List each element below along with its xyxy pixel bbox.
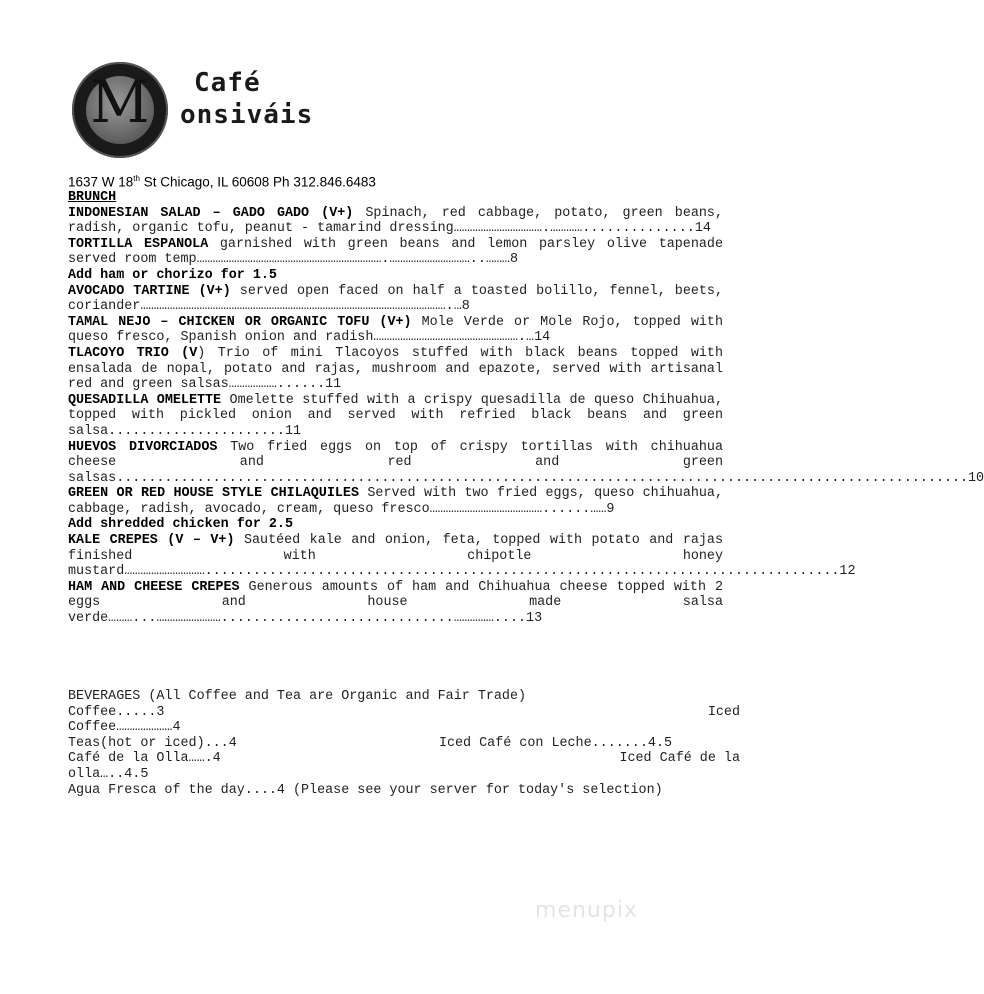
menu-item-name: INDONESIAN SALAD – GADO GADO (V+) bbox=[68, 205, 354, 221]
beverage-row: olla…..4.5 bbox=[68, 766, 149, 782]
menu-item bbox=[68, 346, 723, 393]
menu-item bbox=[68, 284, 723, 315]
beverage-row: Teas(hot or iced)...4 Iced Café con Leche.......4.5 bbox=[68, 735, 672, 751]
brunch-items bbox=[68, 205, 984, 627]
menu-item-name: Add shredded chicken for 2.5 bbox=[68, 517, 293, 533]
menu-item bbox=[68, 268, 723, 284]
menu-item-description: garnished with green beans and lemon parsley olive tapenade served room temp…………………………………………………………….…………………………..………8 bbox=[68, 236, 723, 268]
menu-item-name: GREEN OR RED HOUSE STYLE CHILAQUILES bbox=[68, 486, 359, 502]
beverage-row: Agua Fresca of the day....4 (Please see your server for today's selection) bbox=[68, 782, 663, 798]
menu-item-description: Served with two fried eggs, queso chihuahua, cabbage, radish, avocado, cream, queso fresco……………………………………......……9 bbox=[68, 486, 723, 517]
menu-item bbox=[68, 393, 723, 440]
menu-item-description: Generous amounts of ham and Chihuahua cheese topped with 2 eggs and house made salsa verde………...…………………….............................……………....13 bbox=[68, 579, 724, 627]
watermark-logo: menupix bbox=[535, 898, 638, 923]
menu-item bbox=[68, 439, 984, 487]
address-line: 1637 W 18th St Chicago, IL 60608 Ph 312.846.6483 bbox=[68, 174, 376, 190]
cafe-logo bbox=[72, 62, 392, 166]
menu-item-description: Two fried eggs on top of crispy tortillas with chihuahua cheese and red and green salsas..........................................................................................................10 bbox=[68, 439, 984, 486]
menu-item-description: Sautéed kale and onion, feta, topped with potato and rajas finished with chipotle honey mustard…………………………...............................................................................12 bbox=[68, 533, 856, 580]
menu-item-name: HAM AND CHEESE CREPES bbox=[68, 579, 240, 595]
menu-item-name: HUEVOS DIVORCIADOS bbox=[68, 439, 218, 455]
menu-item bbox=[68, 580, 723, 627]
beverage-row: Coffee…………………4 bbox=[68, 720, 181, 736]
logo-word-monsivais: onsiváis bbox=[180, 100, 314, 130]
menu-item-name: QUESADILLA OMELETTE bbox=[68, 392, 222, 408]
menu-item-description: ) Trio of mini Tlacoyos stuffed with black beans topped with ensalada de nopal, potato and rajas, mushroom and epazote, served with artisanal red and green salsas………………......11 bbox=[68, 345, 723, 393]
menu-item bbox=[68, 206, 723, 237]
logo-word-cafe: Café bbox=[194, 68, 261, 98]
menu-item bbox=[68, 533, 856, 580]
menu-item bbox=[68, 237, 723, 268]
menu-item-name: Add ham or chorizo for 1.5 bbox=[68, 267, 277, 283]
menu-item-name: KALE CREPES (V – V+) bbox=[68, 533, 235, 549]
menu-item-description: Mole Verde or Mole Rojo, topped with queso fresco, Spanish onion and radish……………………………………………….…14 bbox=[68, 314, 724, 346]
beverage-row: Café de la Olla…….4 Iced Café de la bbox=[68, 751, 740, 767]
logo-badge bbox=[72, 62, 168, 158]
brunch-heading: BRUNCH bbox=[68, 190, 117, 205]
beverage-row: Coffee.....3 Iced bbox=[68, 704, 740, 720]
menu-item-name: AVOCADO TARTINE (V+) bbox=[68, 283, 231, 299]
menu-item bbox=[68, 315, 723, 346]
beverages-heading-row bbox=[68, 689, 740, 705]
brunch-menu bbox=[68, 190, 984, 627]
menu-item-name: TORTILLA ESPANOLA bbox=[68, 236, 209, 252]
menu-item bbox=[68, 486, 723, 517]
menu-item-description: Spinach, red cabbage, potato, green beans, radish, organic tofu, peanut - tamarind dressing…………………………….…………..............14 bbox=[68, 205, 723, 237]
menu-item-description: served open faced on half a toasted bolillo, fennel, beets, coriander…………………………………………………………………………………………………….…8 bbox=[68, 283, 723, 315]
beverages-note: (All Coffee and Tea are Organic and Fair Trade) bbox=[140, 689, 527, 704]
menu-item-description: Omelette stuffed with a crispy quesadilla de queso Chihuahua, topped with pickled onion and served with refried black beans and green salsa......................11 bbox=[68, 392, 723, 439]
beverages-heading: BEVERAGES bbox=[68, 689, 141, 704]
menu-item bbox=[68, 517, 723, 533]
menu-item-name: TLACOYO TRIO (V bbox=[68, 345, 198, 361]
menu-item-name: TAMAL NEJO – CHICKEN OR ORGANIC TOFU (V+) bbox=[68, 314, 412, 330]
logo-letter: M bbox=[90, 68, 150, 136]
beverages-section bbox=[68, 689, 740, 798]
